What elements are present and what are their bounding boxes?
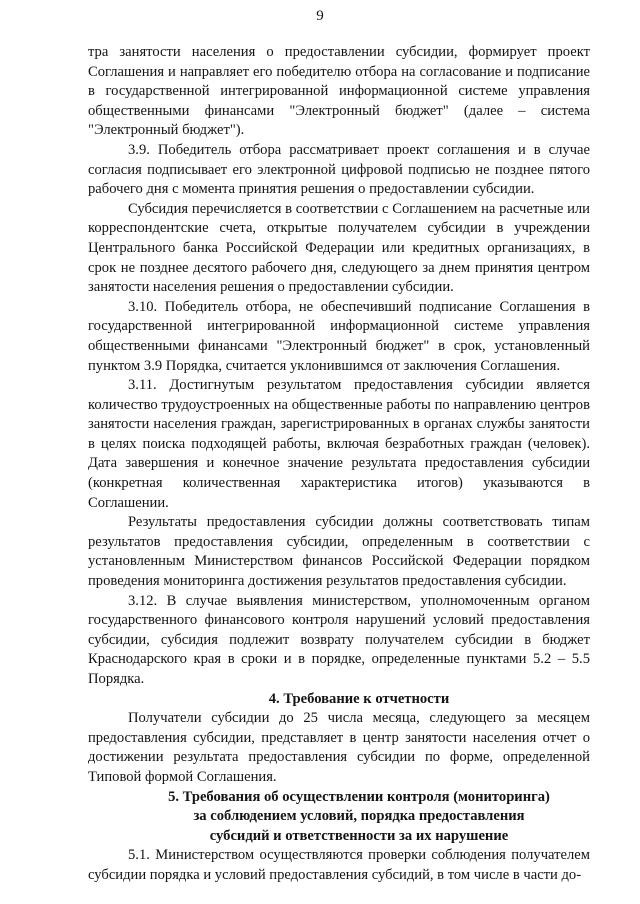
paragraph-3-9: 3.9. Победитель отбора рассматривает проект соглашения и в случае согласия подписывает его электронной цифровой подписью не позднее пятого рабочего дня с момента принятия решения о предоставлении субсидии. <box>88 141 590 198</box>
paragraph-continuation: тра занятости населения о предоставлении субсидии, формирует проект Соглашения и направляет его победителю отбора на согласование и подписание в государственной интегрированной информационной системе управления общественными финансами "Электронный бюджет" (далее – система "Электронный бюджет"). <box>88 44 590 139</box>
paragraph-subsidy-transfer: Субсидия перечисляется в соответствии с Соглашением на расчетные или корреспондентские счета, открытые получателем субсидии в учреждении Центрального банка Российской Федерации или кредитных организациях, в срок не позднее десятого рабочего дня, следующего за днем принятия центром занятости населения решения о предоставлении субсидии. <box>88 200 590 296</box>
paragraph-5-1: 5.1. Министерством осуществляются проверки соблюдения получателем субсидии порядка и условий предоставления субсидий, в том числе в части до- <box>88 847 590 883</box>
paragraph-results: Результаты предоставления субсидии должны соответствовать типам результатов предоставления субсидии, определенным в соответствии с установленным Министерством финансов Российской Федерации порядком проведения мониторинга достижения результатов предоставления субсидии. <box>88 514 590 590</box>
section-4-paragraph: Получатели субсидии до 25 числа месяца, следующего за месяцем предоставления субсидии, представляет в центр занятости населения отчет о достижении результата предоставления субсидии по форме, определенной Типовой формой Соглашения. <box>88 710 590 785</box>
section-4-heading: 4. Требование к отчетности <box>268 690 450 707</box>
paragraph-3-12: 3.12. В случае выявления министерством, уполномоченным органом государственного финансового контроля нарушений условий предоставления субсидии, субсидия подлежит возврату получателем субсидии в бюджет Краснодарского края в сроки и в порядке, определенные пунктами 5.2 – 5.5 Порядка. <box>88 592 590 687</box>
section-5-heading-line: за соблюдением условий, порядка предоставления <box>193 808 525 825</box>
section-5-heading <box>88 788 590 847</box>
section-5-heading-line: 5. Требования об осуществлении контроля (мониторинга) <box>168 788 550 805</box>
page-number: 9 <box>316 8 324 24</box>
paragraph-3-11: 3.11. Достигнутым результатом предоставления субсидии является количество трудоустроенных на общественные работы по направлению центров занятости населения граждан, зарегистрированных в органах службы занятости в целях поиска подходящей работы, включая безработных граждан (человек). Дата завершения и конечное значение результата предоставления субсидии (конкретная количественная характеристика итогов) указываются в Соглашении. <box>88 377 590 511</box>
document-body <box>88 43 590 886</box>
paragraph-3-10: 3.10. Победитель отбора, не обеспечивший подписание Соглашения в государственной интегрированной информационной системе управления общественными финансами "Электронный бюджет" в срок, установленный пунктом 3.9 Порядка, считается уклонившимся от заключения Соглашения. <box>88 298 590 374</box>
section-5-heading-line: субсидий и ответственности за их нарушение <box>209 827 509 844</box>
